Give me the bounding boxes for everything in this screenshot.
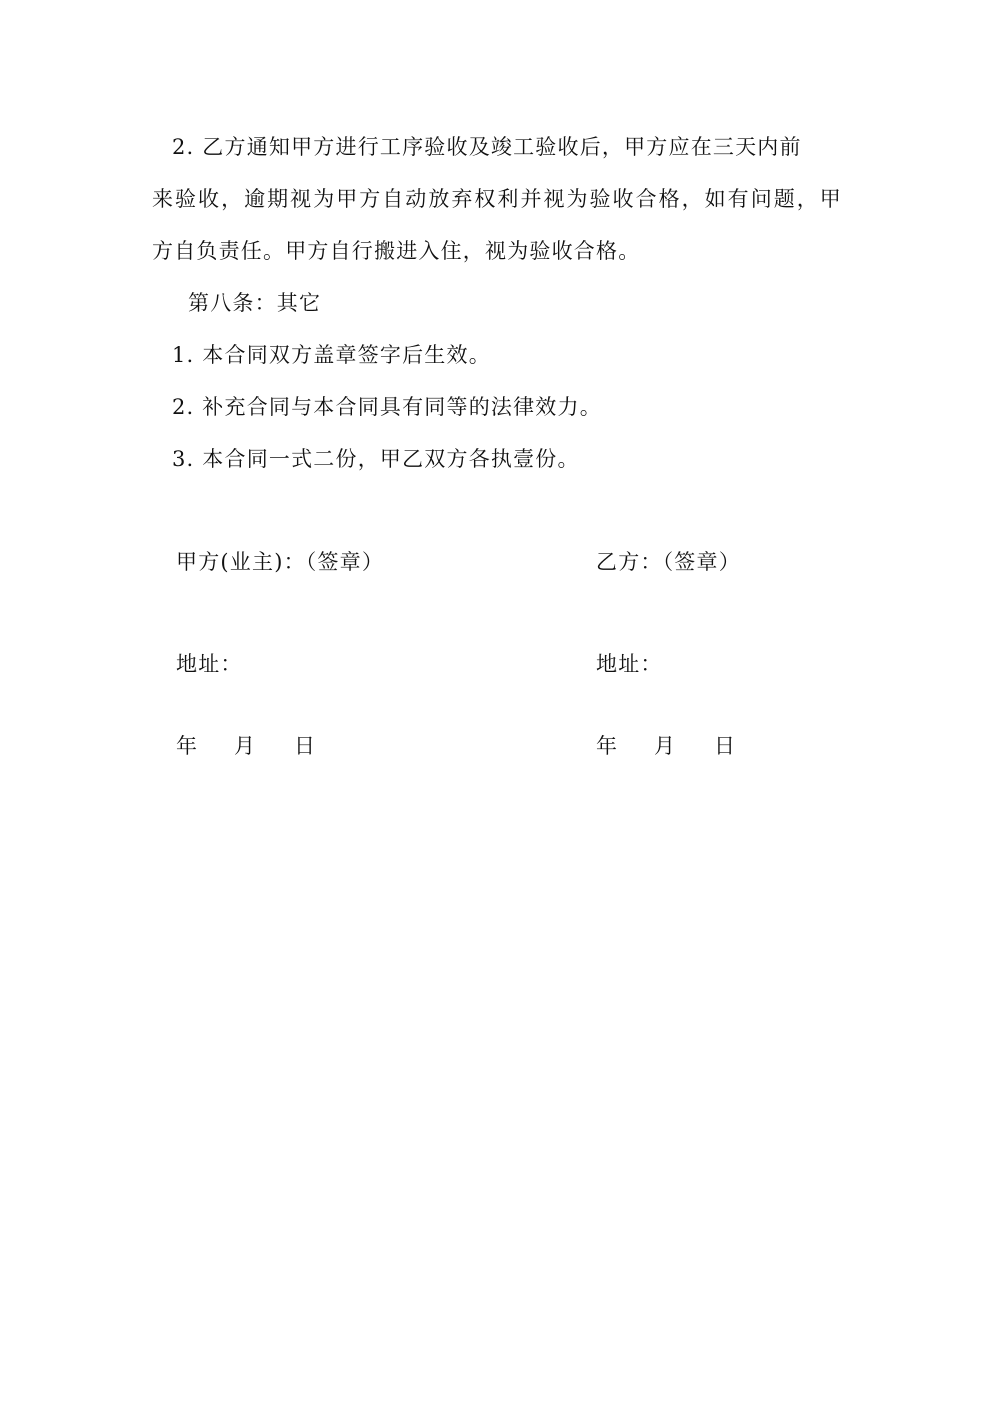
party-a-signature-label: 甲方(业主)：（签章） [176, 550, 385, 574]
clause-8-heading: 第八条：其它 [188, 291, 322, 315]
party-b-address-label: 地址： [596, 652, 663, 676]
party-a-year: 年 [176, 734, 199, 758]
clause-8-item-3: 3. 本合同一式二份，甲乙双方各执壹份。 [172, 447, 580, 471]
party-b-date [596, 732, 796, 760]
party-b-year: 年 [596, 734, 619, 758]
clause-8-item-2: 2. 补充合同与本合同具有同等的法律效力。 [172, 395, 602, 419]
party-b-signature-label: 乙方：（签章） [596, 550, 741, 574]
clause-7-item-2-line-1: 2. 乙方通知甲方进行工序验收及竣工验收后，甲方应在三天内前 [172, 135, 802, 159]
party-b-day: 日 [714, 734, 737, 758]
party-a-date [176, 732, 376, 760]
party-b-month: 月 [654, 734, 677, 758]
party-a-address-label: 地址： [176, 652, 243, 676]
clause-8-item-1: 1. 本合同双方盖章签字后生效。 [172, 343, 491, 367]
clause-7-item-2-line-3: 方自负责任。甲方自行搬进入住，视为验收合格。 [152, 239, 641, 263]
party-a-month: 月 [234, 734, 257, 758]
party-a-day: 日 [294, 734, 317, 758]
clause-7-item-2-line-2: 来验收，逾期视为甲方自动放弃权利并视为验收合格，如有问题，甲 [152, 187, 842, 211]
